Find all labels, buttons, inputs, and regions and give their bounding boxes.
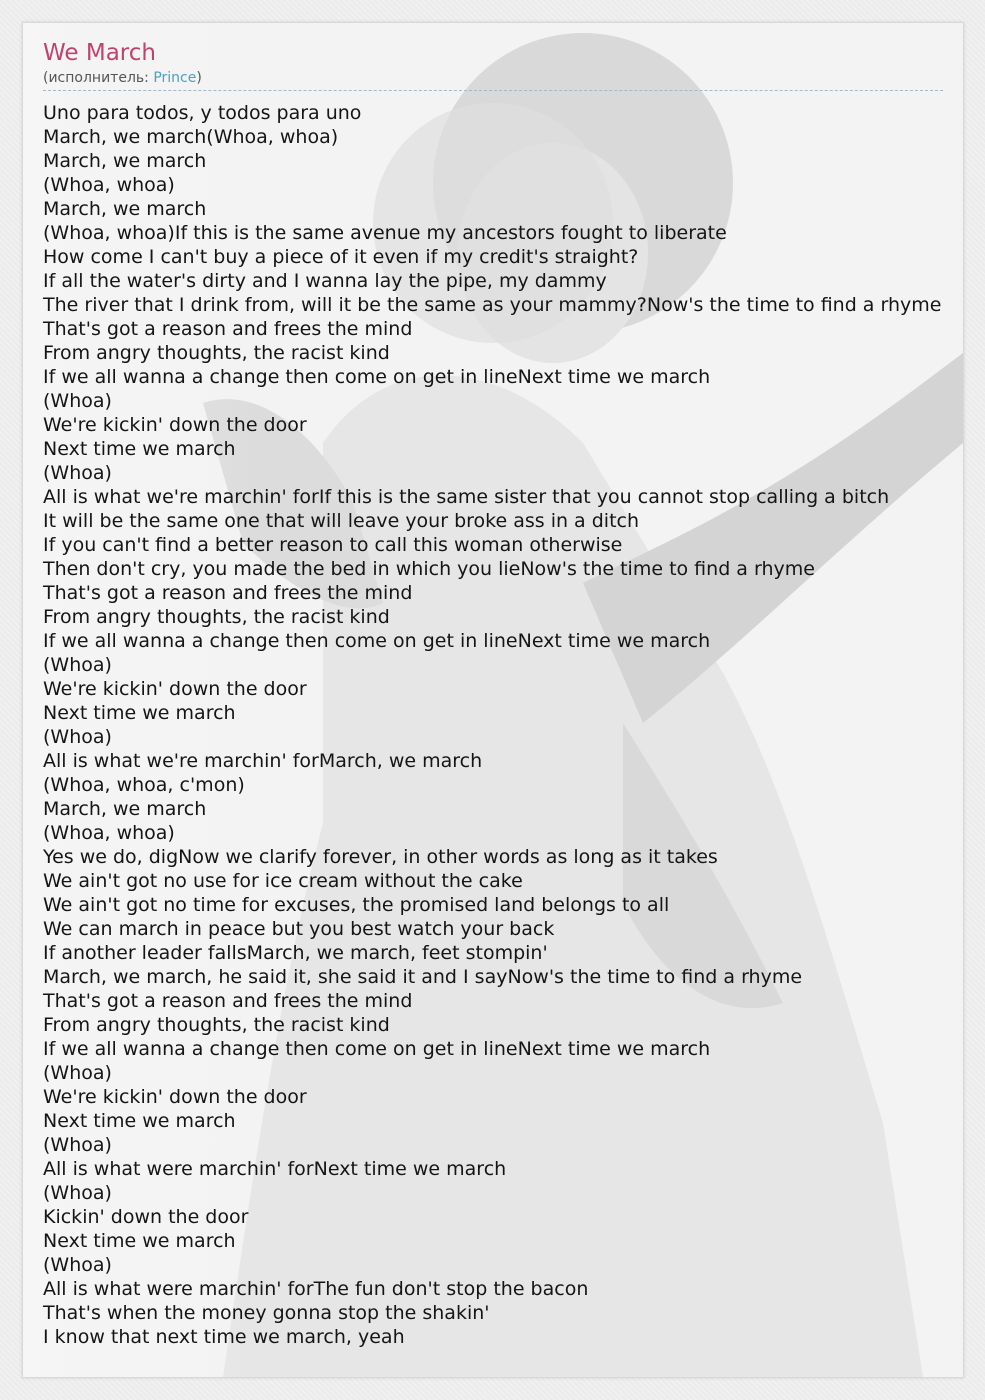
lyric-line: We're kickin' down the door [43,414,307,436]
lyric-line: The river that I drink from, will it be the same as your mammy?Now's the time to find a rhyme [43,294,942,316]
lyric-line: If we all wanna a change then come on get in lineNext time we march [43,1038,711,1060]
lyric-line: (Whoa, whoa)If this is the same avenue my ancestors fought to liberate [43,222,727,244]
lyric-line: March, we march [43,150,207,172]
lyric-line: March, we march, he said it, she said it and I sayNow's the time to find a rhyme [43,966,803,988]
lyric-line: March, we march [43,198,207,220]
lyrics-text [43,101,945,1349]
lyric-line: (Whoa) [43,1254,112,1276]
lyric-line: (Whoa) [43,390,112,412]
lyric-line: All is what we're marchin' forIf this is the same sister that you cannot stop calling a bitch [43,486,890,508]
lyric-line: We're kickin' down the door [43,678,307,700]
lyric-line: That's when the money gonna stop the shakin' [43,1302,490,1324]
lyric-line: (Whoa) [43,462,112,484]
lyric-line: (Whoa) [43,1062,112,1084]
lyric-line: If all the water's dirty and I wanna lay the pipe, my dammy [43,270,607,292]
lyric-line: Kickin' down the door [43,1206,249,1228]
lyric-line: March, we march [43,798,207,820]
lyric-line: From angry thoughts, the racist kind [43,1014,390,1036]
lyric-line: If another leader fallsMarch, we march, feet stompin' [43,942,548,964]
performer-line [43,69,943,91]
lyrics-card [22,22,964,1378]
lyric-line: From angry thoughts, the racist kind [43,342,390,364]
lyric-line: I know that next time we march, yeah [43,1326,405,1348]
lyric-line: (Whoa, whoa, c'mon) [43,774,245,796]
lyric-line: We're kickin' down the door [43,1086,307,1108]
lyrics-content [43,37,945,1349]
lyric-line: Yes we do, digNow we clarify forever, in other words as long as it takes [43,846,718,868]
lyric-line: If we all wanna a change then come on get in lineNext time we march [43,630,711,652]
lyric-line: All is what were marchin' forThe fun don't stop the bacon [43,1278,589,1300]
lyric-line: (Whoa, whoa) [43,822,175,844]
lyric-line: Next time we march [43,438,236,460]
lyric-line: March, we march(Whoa, whoa) [43,126,339,148]
lyric-line: We ain't got no time for excuses, the promised land belongs to all [43,894,670,916]
lyric-line: Next time we march [43,1230,236,1252]
lyric-line: We ain't got no use for ice cream without the cake [43,870,523,892]
lyric-line: All is what we're marchin' forMarch, we march [43,750,483,772]
lyric-line: From angry thoughts, the racist kind [43,606,390,628]
lyric-line: (Whoa) [43,726,112,748]
artist-link[interactable]: Prince [153,70,197,86]
lyric-line: (Whoa) [43,1182,112,1204]
performer-prefix: (исполнитель: [43,70,154,86]
lyric-line: Then don't cry, you made the bed in which you lieNow's the time to find a rhyme [43,558,815,580]
lyric-line: (Whoa) [43,1134,112,1156]
lyric-line: All is what were marchin' forNext time we march [43,1158,507,1180]
lyric-line: It will be the same one that will leave your broke ass in a ditch [43,510,640,532]
song-title: We March [43,40,156,66]
lyric-line: Next time we march [43,702,236,724]
lyric-line: If you can't find a better reason to call this woman otherwise [43,534,623,556]
lyric-line: How come I can't buy a piece of it even if my credit's straight? [43,246,639,268]
lyric-line: Uno para todos, y todos para uno [43,102,362,124]
lyric-line: If we all wanna a change then come on get in lineNext time we march [43,366,711,388]
performer-suffix: ) [196,70,202,86]
lyric-line: That's got a reason and frees the mind [43,582,413,604]
lyric-line: That's got a reason and frees the mind [43,990,413,1012]
lyric-line: That's got a reason and frees the mind [43,318,413,340]
lyric-line: Next time we march [43,1110,236,1132]
lyric-line: (Whoa) [43,654,112,676]
lyric-line: We can march in peace but you best watch your back [43,918,555,940]
lyric-line: (Whoa, whoa) [43,174,175,196]
